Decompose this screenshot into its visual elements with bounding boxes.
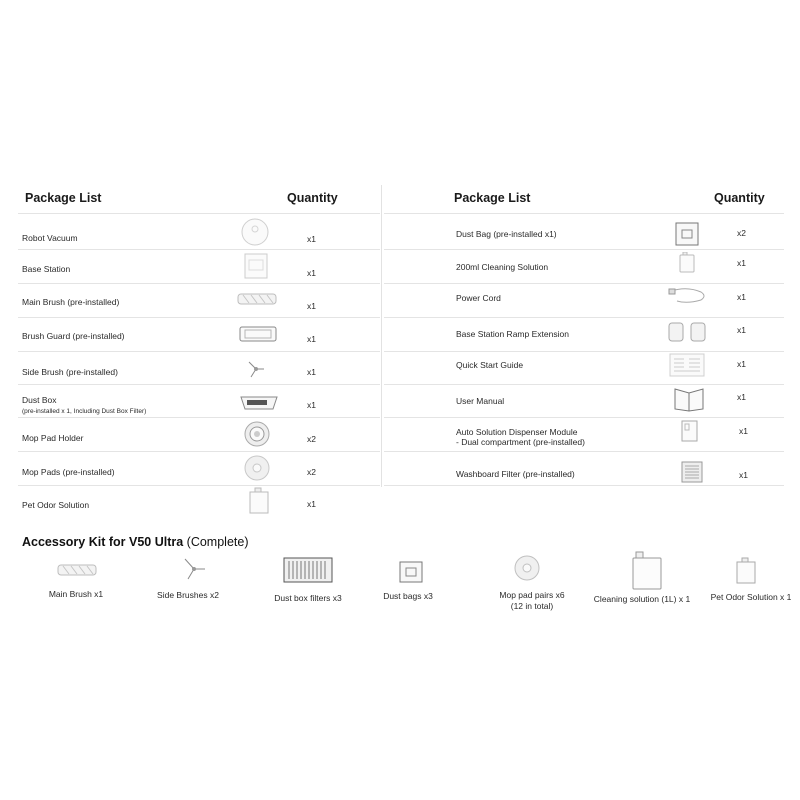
- table-row-name: Base Station Ramp Extension: [456, 329, 569, 339]
- table-row-name: Base Station: [22, 264, 71, 274]
- dispenser-label: Auto Solution Dispenser Module: [456, 427, 578, 437]
- table-row-name: Power Cord: [456, 293, 501, 303]
- kit-item-label: Dust bags x3: [383, 591, 433, 601]
- right-quantity-header: Quantity: [714, 191, 765, 205]
- table-row-qty: x1: [307, 400, 316, 410]
- side-brush-icon: [246, 360, 266, 378]
- main-brush-icon: [237, 292, 277, 306]
- dust-box-icon: [239, 393, 279, 413]
- table-row-qty: x1: [737, 292, 746, 302]
- dust-box-filter-icon: [283, 557, 333, 583]
- mop-pad-holder-icon: [243, 420, 271, 448]
- table-row-qty: x1: [307, 234, 316, 244]
- kit-item-label: [482, 590, 582, 612]
- table-row-qty: x1: [737, 392, 746, 402]
- table-row-name: Brush Guard (pre-installed): [22, 331, 125, 341]
- table-row-name: Washboard Filter (pre-installed): [456, 469, 575, 479]
- dust-box-label: Dust Box: [22, 395, 57, 405]
- table-row-name: [456, 427, 585, 447]
- cleaning-solution-icon: [631, 551, 663, 591]
- dust-box-sublabel: (pre-installed x 1, Including Dust Box Filter): [22, 408, 147, 415]
- kit-item-label: Dust box filters x3: [274, 593, 342, 603]
- left-package-list-header: Package List: [25, 191, 102, 205]
- header-divider-right: [384, 213, 784, 214]
- table-row-qty: x1: [307, 268, 316, 278]
- left-quantity-header: Quantity: [287, 191, 338, 205]
- column-divider: [381, 185, 382, 487]
- quick-start-guide-icon: [669, 353, 705, 377]
- table-row-name: Dust Bag (pre-installed x1): [456, 229, 557, 239]
- accessory-kit-title: [22, 535, 248, 549]
- main-brush-icon: [57, 562, 97, 578]
- table-row-name: [22, 395, 146, 417]
- table-row-qty: x1: [307, 499, 316, 509]
- dispenser-sublabel: - Dual compartment (pre-installed): [456, 437, 585, 447]
- table-row-name: Main Brush (pre-installed): [22, 297, 120, 307]
- dust-bag-icon: [398, 560, 424, 584]
- table-row-name: Side Brush (pre-installed): [22, 367, 118, 377]
- dust-bag-icon: [674, 221, 700, 247]
- header-divider-left: [18, 213, 380, 214]
- power-cord-icon: [667, 286, 707, 308]
- accessory-kit-title-bold: Accessory Kit for V50 Ultra: [22, 535, 184, 549]
- table-row-name: Robot Vacuum: [22, 233, 78, 243]
- table-row-qty: x1: [737, 258, 746, 268]
- table-row-qty: x1: [737, 325, 746, 335]
- right-package-list-header: Package List: [454, 191, 531, 205]
- table-row-qty: x2: [307, 434, 316, 444]
- table-row-qty: x1: [739, 470, 748, 480]
- table-row-qty: x1: [307, 301, 316, 311]
- mop-pad-icon: [513, 554, 541, 582]
- table-row-qty: x1: [307, 367, 316, 377]
- table-row-name: Quick Start Guide: [456, 360, 524, 370]
- table-row-name: Mop Pads (pre-installed): [22, 467, 115, 477]
- robot-vacuum-icon: [240, 217, 270, 247]
- kit-item-label: Main Brush x1: [48, 589, 104, 599]
- accessory-kit-title-rest: (Complete): [183, 535, 249, 549]
- mop-pad-icon: [243, 454, 271, 482]
- washboard-filter-icon: [679, 459, 705, 485]
- ramp-extension-icon: [667, 320, 707, 344]
- kit-item-label-line1: Mop pad pairs x6: [499, 590, 565, 600]
- user-manual-icon: [672, 386, 706, 412]
- table-row-qty: x1: [739, 426, 748, 436]
- table-row-qty: x2: [737, 228, 746, 238]
- table-row-name: 200ml Cleaning Solution: [456, 262, 549, 272]
- pet-odor-solution-icon: [248, 487, 270, 515]
- kit-item-label: Cleaning solution (1L) x 1: [593, 594, 691, 604]
- table-row-name: Mop Pad Holder: [22, 433, 84, 443]
- table-row-qty: x1: [737, 359, 746, 369]
- pet-odor-solution-icon: [735, 557, 757, 585]
- brush-guard-icon: [239, 325, 277, 343]
- base-station-icon: [243, 252, 269, 280]
- table-row-qty: x2: [307, 467, 316, 477]
- table-row-name: Pet Odor Solution: [22, 500, 90, 510]
- dispenser-module-icon: [680, 419, 700, 443]
- cleaning-solution-icon: [678, 252, 696, 274]
- table-row-qty: x1: [307, 334, 316, 344]
- kit-item-label: Side Brushes x2: [157, 590, 219, 600]
- kit-item-label-line2: (12 in total): [510, 601, 554, 611]
- side-brush-icon: [181, 557, 207, 581]
- table-row-name: User Manual: [456, 396, 505, 406]
- kit-item-label: Pet Odor Solution x 1: [710, 592, 792, 602]
